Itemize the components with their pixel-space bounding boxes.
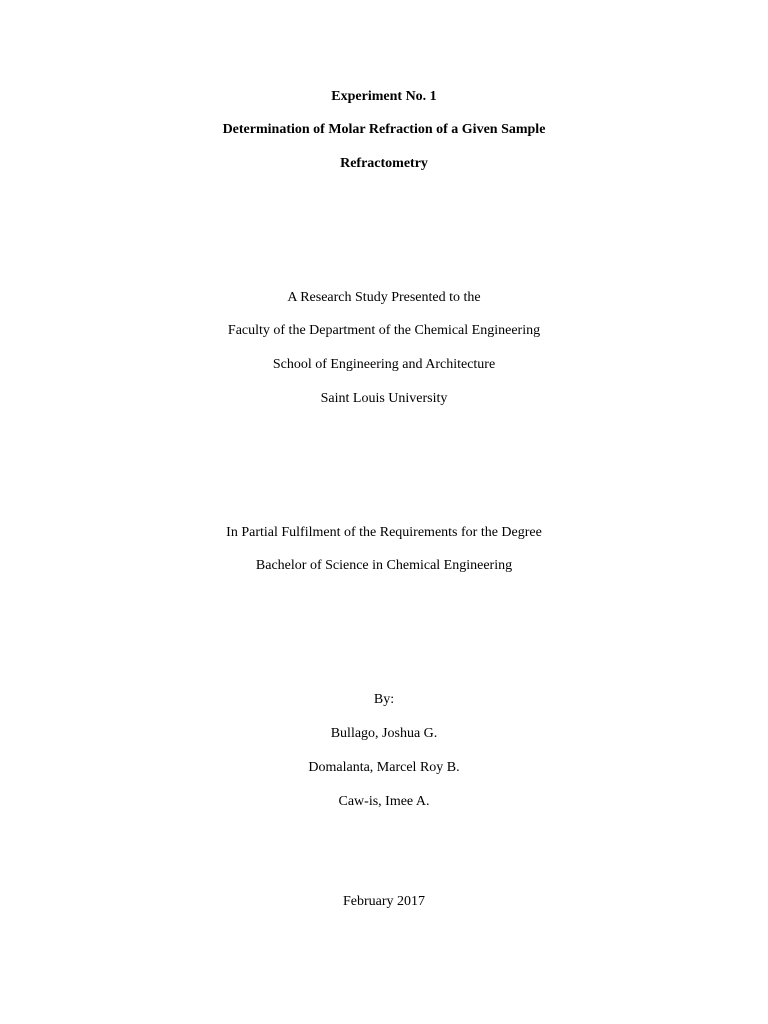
- experiment-method: Refractometry: [340, 156, 428, 171]
- experiment-title: Determination of Molar Refraction of a Given Sample: [222, 122, 546, 137]
- author-name: Caw-is, Imee A.: [338, 794, 430, 809]
- degree-line: Bachelor of Science in Chemical Engineering: [255, 558, 513, 573]
- university-line: Saint Louis University: [320, 391, 448, 406]
- experiment-number: Experiment No. 1: [331, 89, 437, 104]
- fulfilment-line: In Partial Fulfilment of the Requirements for the Degree: [226, 525, 542, 540]
- by-label: By:: [373, 692, 395, 707]
- author-name: Domalanta, Marcel Roy B.: [308, 760, 460, 775]
- author-name: Bullago, Joshua G.: [330, 726, 438, 741]
- presentation-line: A Research Study Presented to the: [287, 290, 481, 305]
- date: February 2017: [342, 894, 426, 909]
- school-line: School of Engineering and Architecture: [272, 357, 496, 372]
- faculty-line: Faculty of the Department of the Chemical Engineering: [227, 323, 541, 338]
